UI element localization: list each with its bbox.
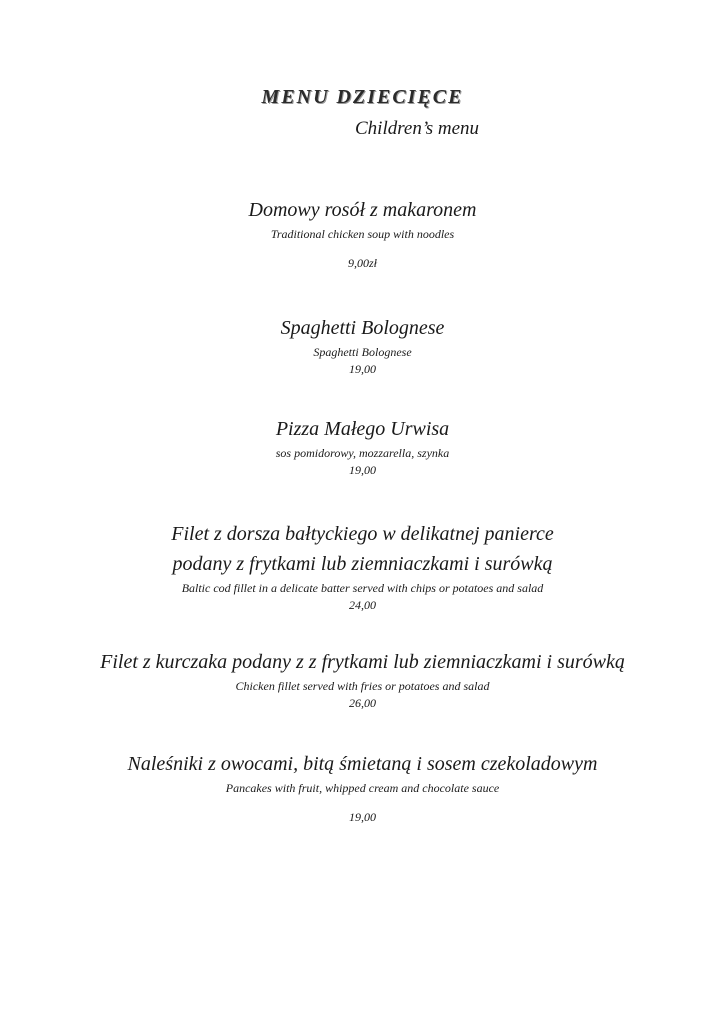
menu-item-description: Baltic cod fillet in a delicate batter served with chips or potatoes and salad xyxy=(181,581,544,595)
menu-item-price: 26,00 xyxy=(349,696,376,710)
menu-item xyxy=(0,196,725,272)
menu-item-name-line-1: Filet z dorsza bałtyckiego w delikatnej panierce xyxy=(171,523,554,545)
page-title: MENU DZIECIĘCE xyxy=(261,86,464,108)
menu-item-price: 19,00 xyxy=(349,810,376,824)
menu-item-name-line-2: podany z frytkami lub ziemniaczkami i surówką xyxy=(172,553,553,575)
menu-item-description: Traditional chicken soup with noodles xyxy=(270,227,455,241)
menu-item xyxy=(0,750,725,826)
menu-item-name: Filet z kurczaka podany z z frytkami lub ziemniaczkami i surówką xyxy=(100,651,625,673)
menu-item-description: Chicken fillet served with fries or potatoes and salad xyxy=(235,679,490,693)
menu-item-name: Domowy rosół z makaronem xyxy=(248,199,477,221)
menu-item-description: sos pomidorowy, mozzarella, szynka xyxy=(275,446,450,460)
menu-item xyxy=(0,648,725,712)
menu-item xyxy=(0,314,725,378)
menu-item-description: Pancakes with fruit, whipped cream and chocolate sauce xyxy=(225,781,500,795)
menu-item-description: Spaghetti Bolognese xyxy=(313,345,412,359)
page-subtitle: Children’s menu xyxy=(355,118,480,139)
menu-item-name: Spaghetti Bolognese xyxy=(280,317,445,339)
menu-item xyxy=(0,415,725,479)
menu-item-name: Pizza Małego Urwisa xyxy=(275,418,450,440)
menu-item-price: 9,00zł xyxy=(347,256,377,270)
menu-item-price: 19,00 xyxy=(349,362,376,376)
menu-item-price: 24,00 xyxy=(349,598,376,612)
menu-item xyxy=(0,520,725,614)
menu-item-price: 19,00 xyxy=(349,463,376,477)
menu-item-name: Naleśniki z owocami, bitą śmietaną i sosem czekoladowym xyxy=(127,753,598,775)
